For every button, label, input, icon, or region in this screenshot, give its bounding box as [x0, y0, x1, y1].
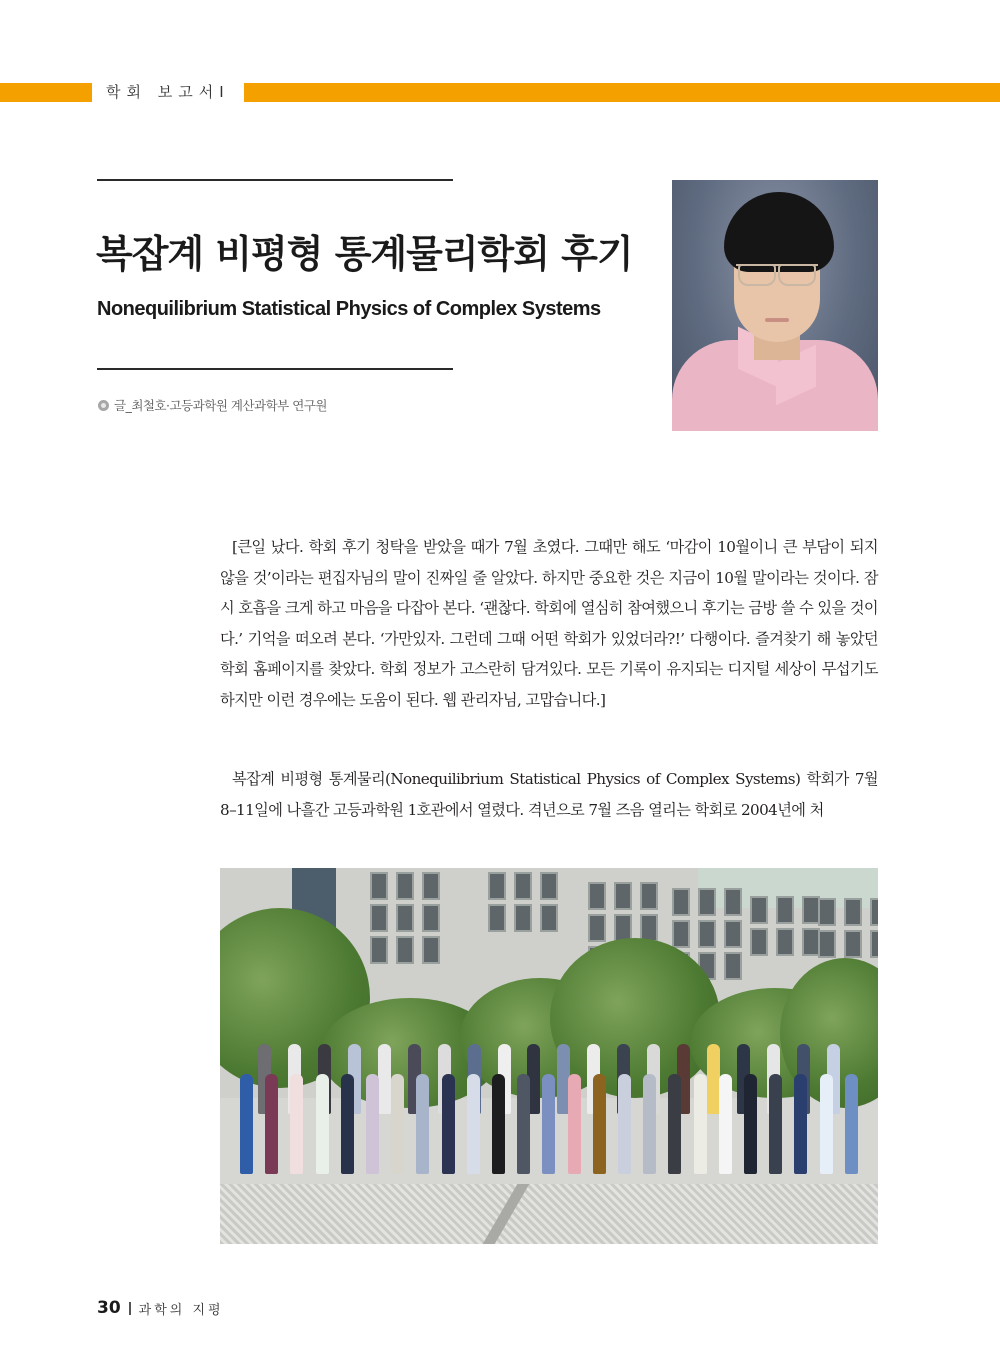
photo-windows [488, 872, 558, 932]
photo-crowd [230, 1044, 868, 1184]
article-title-english: Nonequilibrium Statistical Physics of Complex Systems [97, 298, 601, 320]
portrait-hair [724, 192, 834, 272]
photo-windows [750, 896, 820, 956]
portrait-glasses [736, 264, 818, 284]
body-paragraph-1: 복잡계 비평형 통계물리(Nonequilibrium Statistical Physics of Complex Systems) 학회가 7월 8–11일에 나흘간 고등과학원 1호관에서 열렸다. 격년으로 7월 즈음 열리는 학회로 2004년에 처 [220, 770, 878, 819]
header-accent-bar-left [0, 83, 92, 102]
circle-bullet-icon [98, 400, 109, 411]
author-portrait [672, 180, 878, 431]
photo-pavement [220, 1184, 878, 1244]
byline [98, 396, 327, 414]
crowd-row-front [230, 1074, 868, 1174]
intro-paragraph: [큰일 났다. 학회 후기 청탁을 받았을 때가 7월 초였다. 그때만 해도 ‘마감이 10월이니 큰 부담이 되지 않을 것’이라는 편집자님의 말이 진짜일 줄 알았다. 하지만 중요한 것은 지금이 10월 말이라는 것이다. 잠시 호흡을 크게 하고 마음을 다잡아 본다. ‘괜찮다. 학회에 열심히 참여했으니 후기는 금방 쓸 수 있을 것이다.’ 기억을 떠오려 본다. ‘가만있자. 그런데 그때 어떤 학회가 있었더라?!’ 다행이다. 즐겨찾기 해 놓았던 학회 홈페이지를 찾았다. 학회 정보가 고스란히 담겨있다. 모든 기록이 유지되는 디지털 세상이 무섭기도 하지만 이런 경우에는 도움이 된다. 웹 관리자님, 고맙습니다.] [220, 538, 878, 709]
header-accent-bar-right [244, 83, 1000, 102]
group-photo [220, 868, 878, 1244]
title-rule-bottom [97, 368, 453, 370]
photo-windows [370, 872, 440, 964]
page-number: 30 [97, 1298, 121, 1318]
article-title-korean: 복잡계 비평형 통계물리학회 후기 [96, 232, 633, 276]
photo-windows [818, 898, 878, 958]
page-footer [97, 1298, 224, 1318]
portrait-mouth [765, 318, 789, 322]
section-label: 학회 보고서Ⅰ [106, 83, 230, 101]
footer-divider [129, 1302, 131, 1315]
title-rule-top [97, 179, 453, 181]
publication-title: 과학의 지평 [138, 1302, 224, 1318]
byline-text: 글_최철호·고등과학원 계산과학부 연구원 [114, 398, 327, 413]
